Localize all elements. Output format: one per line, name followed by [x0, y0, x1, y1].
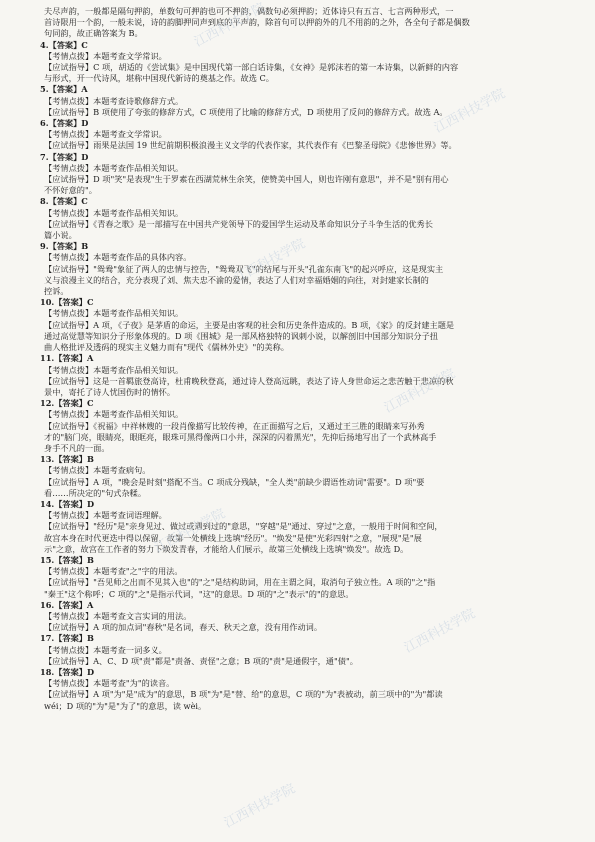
text-line: 【应试指导】D 项"笑"是表现"生于罗素在西湖荒林生余笑，使赞美中国人，则也许刚有意思"，并不是"别有用心	[44, 174, 449, 185]
text-line: 与形式，开一代诗风，堪称中国现代新诗的奠基之作。故选 C。	[44, 73, 274, 84]
watermark: 江西科技学院	[401, 606, 478, 657]
text-line: 【考情点拨】本题考查病句。	[44, 465, 151, 476]
text-line: 【考情点拨】本题考查"之"字的用法。	[44, 566, 183, 577]
watermark: 江西科技学院	[191, 0, 268, 51]
answer-line: 4.【答案】C	[40, 39, 88, 50]
text-line: 义与浪漫主义的结合，充分表现了刘、焦夫忠不渝的爱情，表达了人们对幸福婚姻的向往，对封建家长制的	[44, 274, 429, 285]
text-line: wéi；D 项的"为"是"为了"的意思，读 wèi。	[44, 700, 207, 711]
text-line: 【应试指导】"吾见师之出而不见其入也"的"之"是结构助词，用在主谓之间，取消句子独立性。A 项的"之"指	[44, 577, 436, 588]
text-line: 【考情点拨】本题考查文言实词的用法。	[44, 610, 192, 621]
text-line: 篇小说。	[44, 230, 77, 241]
text-line: 【应试指导】雨果是法国 19 世纪前期积极浪漫主义文学的代表作家，其代表作有《巴黎圣母院》《悲惨世界》等。	[44, 140, 457, 151]
text-line: 夫尽声韵，一般都是隔句押韵，单数句可押韵也可不押韵，偶数句必须押韵；近体诗只有五言、七言两种形式，一	[44, 6, 454, 16]
answer-line: 18.【答案】D	[40, 666, 95, 677]
text-line: 【应试指导】C 项，胡适的《尝试集》是中国现代第一部白话诗集，《女神》是郭沫若的第一本诗集，以新鲜的内容	[44, 62, 459, 73]
watermark: 江西科技学院	[381, 366, 458, 417]
text-line: 【应试指导】这是一首羁旅登高诗，杜甫晚秋登高，通过诗人登高远眺，表达了诗人身世命运之悲苦触于悲凉的秋	[44, 375, 454, 386]
text-line: 【考情点拨】本题考查一词多义。	[44, 644, 167, 655]
text-line: 示"之意，故宫在工作者的努力下焕发青春，才能给人们展示，故第三处横线上选填"焕发"。故选 D。	[44, 543, 409, 554]
answer-line: 5.【答案】A	[40, 84, 88, 95]
text-line: 【应试指导】A 项，"晚会是时刻"搭配不当。C 项成分残缺，"全人类"前缺少谓语性动词"需要"。D 项"要	[44, 476, 425, 487]
text-line: "秦王"这个称呼；C 项的"之"是指示代词，"这"的意思。D 项的"之"表示"的"的意思。	[44, 588, 354, 599]
text-line: 【应试指导】《祝福》中祥林嫂的一段肖像描写比较传神，在正面描写之后，又通过王三胜的眼睛来写孙秀	[44, 420, 425, 431]
text-line: 【考情点拨】本题考查作品相关知识。	[44, 308, 184, 319]
text-line: 【应试指导】A 项"为"是"成为"的意思，B 项"为"是"替、给"的意思，C 项的"为"表被动，前三项中的"为"都读	[44, 689, 443, 700]
watermark: 江西科技学院	[221, 781, 298, 832]
text-line: 控诉。	[44, 286, 69, 297]
text-line: 【考情点拨】本题考查词语理解。	[44, 510, 167, 521]
text-line: 【应试指导】A 项的加点词"春秋"是名词，春天、秋天之意，没有用作动词。	[44, 622, 323, 633]
text-line: 看……所决定的"句式杂糅。	[44, 487, 147, 498]
answer-line: 17.【答案】B	[40, 633, 94, 644]
text-line: 【考情点拨】本题考查作品相关知识。	[44, 409, 184, 420]
text-line: 【考情点拨】本题考查作品相关知识。	[44, 162, 184, 173]
text-line: 【应试指导】"经历"是"亲身见过、做过或遇到过的"意思，"穿越"是"通过、穿过"之意，一般用于时间和空间，	[44, 521, 443, 532]
answer-line: 8.【答案】C	[40, 196, 88, 207]
answer-line: 6.【答案】D	[40, 118, 89, 129]
text-line: 曲人格批评及透码的现实主义魅力而有"现代《儒林外史》"的美称。	[44, 342, 289, 353]
answer-line: 15.【答案】B	[40, 554, 94, 565]
text-line: 身手不凡的一面。	[44, 442, 110, 453]
text-line: 景中，寄托了诗人忧国伤时的情怀。	[44, 386, 176, 397]
text-line: 【考情点拨】本题考查文学常识。	[44, 50, 167, 61]
text-line: 故宫本身在时代更迭中得以保留，故第一处横线上选填"经历"。"焕发"是使"光彩四射"之意，"展现"是"展	[44, 532, 422, 543]
answer-line: 9.【答案】B	[40, 241, 89, 252]
text-line: 【应试指导】"鸳鸯"象征了两人的忠情与控告，"鸳鸯双飞"的结尾与开头"孔雀东南飞"的起兴呼应，这是现实主	[44, 263, 444, 274]
text-line: 才的"脑门亮，眼睛亮，眼眶亮，眼珠可黑得像两口小井，深深的闪着黑光"，先抑后扬地写出了一个武林高手	[44, 431, 437, 442]
text-line: 【考情点拨】本题考查文学常识。	[44, 129, 167, 140]
text-line: 【考情点拨】本题考查"为"的读音。	[44, 678, 175, 689]
text-line: 通过高觉慧等知识分子形象体现的。D 项《围城》是一部风格独特的讽刺小说，以解剖旧中国部分知识分子扭	[44, 330, 438, 341]
text-line: 【应试指导】《青春之歌》是一部描写在中国共产党领导下的爱国学生运动及革命知识分子斗争生活的优秀长	[44, 218, 433, 229]
answer-line: 10.【答案】C	[40, 297, 94, 308]
text-line: 【考情点拨】本题考查诗歌修辞方式。	[44, 95, 184, 106]
watermark: 江西科技学院	[231, 236, 308, 287]
text-line: 【应试指导】A 项，《子夜》是茅盾的命运，主要是由客观的社会和历史条件造成的。B 项，《家》的反封建主题是	[44, 319, 455, 330]
answer-line: 12.【答案】C	[40, 398, 94, 409]
answer-line: 14.【答案】D	[40, 498, 95, 509]
text-line: 【考情点拨】本题考查作品相关知识。	[44, 207, 184, 218]
text-line: 【应试指导】A、C、D 项"责"都是"责备、责怪"之意；B 项的"责"是通假字，通"债"。	[44, 655, 358, 666]
text-line: 【应试指导】B 项使用了夸张的修辞方式，C 项使用了比喻的修辞方式，D 项使用了反问的修辞方式。故选 A。	[44, 106, 448, 117]
text-line: 首诗限用一个韵，一般未说，诗的韵脚押同声到底的平声韵，除首句可以押韵外的几不用韵的之外，各全句子都是偶数	[44, 17, 470, 28]
answer-line: 7.【答案】D	[40, 151, 89, 162]
answer-line: 11.【答案】A	[40, 353, 94, 364]
text-line: 不怀好意的"。	[44, 185, 97, 196]
watermark: 江西科技学院	[151, 506, 228, 557]
text-line: 【考情点拨】本题考查作品的具体内容。	[44, 252, 192, 263]
text-line: 句同韵，故正确答案为 B。	[44, 28, 143, 39]
answer-line: 16.【答案】A	[40, 599, 94, 610]
answer-line: 13.【答案】B	[40, 454, 94, 465]
text-line: 【考情点拨】本题考查作品相关知识。	[44, 364, 184, 375]
watermark: 江西科技学院	[431, 86, 508, 137]
